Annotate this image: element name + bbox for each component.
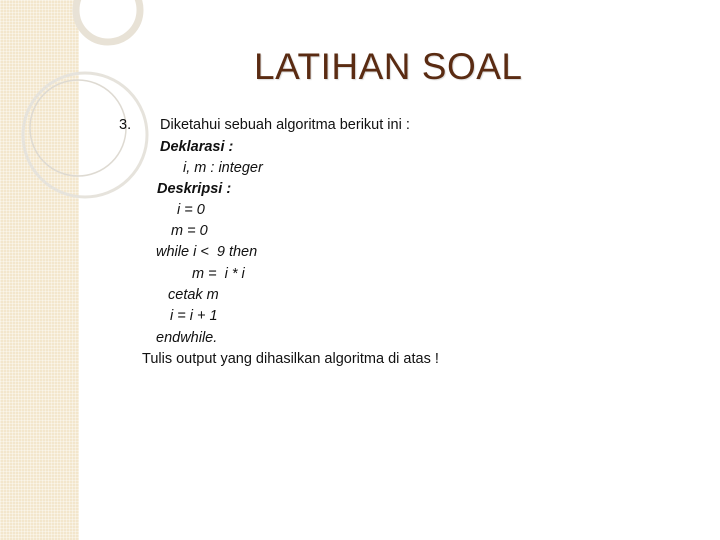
deskripsi-heading: Deskripsi : xyxy=(157,181,232,197)
code-line: m = i * i xyxy=(192,266,245,282)
code-line: m = 0 xyxy=(171,223,208,239)
code-line: cetak m xyxy=(168,287,219,303)
deklarasi-heading: Deklarasi : xyxy=(160,139,234,155)
code-line: endwhile. xyxy=(156,330,218,346)
question-number: 3. xyxy=(119,117,132,133)
slide-title: LATIHAN SOAL xyxy=(254,46,523,87)
code-line: i = 0 xyxy=(177,202,205,218)
code-line: i = i + 1 xyxy=(170,308,218,324)
decorative-circles xyxy=(0,0,160,200)
question-text: Tulis output yang dihasilkan algoritma di atas ! xyxy=(142,351,439,367)
code-line: while i < 9 then xyxy=(156,244,258,260)
intro-text: Diketahui sebuah algoritma berikut ini : xyxy=(160,117,410,133)
deklarasi-line: i, m : integer xyxy=(183,160,263,176)
